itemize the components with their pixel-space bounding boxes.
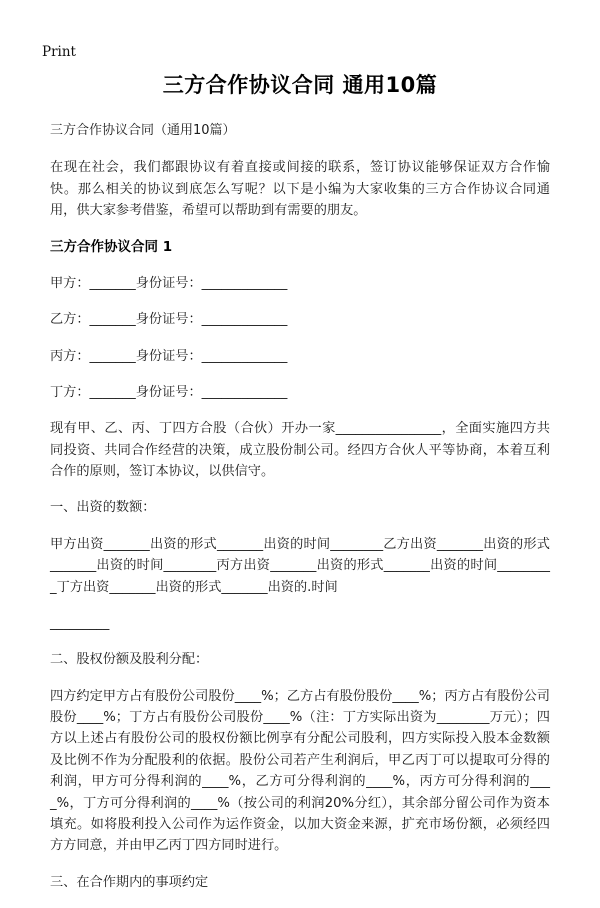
- clause-three-heading: 三、在合作期内的事项约定: [50, 874, 209, 890]
- clause-one-heading: 一、出资的数额：: [50, 500, 156, 516]
- document-content: [50, 72, 550, 908]
- page-title: 三方合作协议合同 通用10篇: [162, 73, 438, 97]
- clause-one-body: 甲方出资_______出资的形式_______出资的时间________乙方出资_______出资的形式_______出资的时间________丙方出资_______出资的形式_______出资的时间_________丁方出资_______出资的形式_______出资的.时间: [50, 536, 550, 595]
- clause-two-body: 四方约定甲方占有股份公司股份____%；乙方占有股份股份____%；丙方占有股份公司股份____%；丁方占有股份公司股份____%（注：丁方实际出资为________万元）；四方以上述占有股份公司的股权份额比例享有分配公司股利，四方实际投入股本金数额及比例不作为分配股利的依据。股份公司若产生利润后，甲乙丙丁可以提取可分得的利润，甲方可分得利润的____%，乙方可分得利润的____%，丙方可分得利润的____%，丁方可分得利润的____%（按公司的利润20%分红），其余部分留公司作为资本填充。如将股利投入公司作为运作资金，以加大资金来源，扩充市场份额，必须经四方方同意，并由甲乙丙丁四方同时进行。: [50, 688, 550, 854]
- print-link[interactable]: Print: [42, 44, 76, 60]
- preamble-paragraph: 现有甲、乙、丙、丁四方合股（合伙）开办一家________________，全面实施四方共同投资、共同合作经营的决策，成立股份制公司。经四方合伙人平等协商，本着互利合作的原则，签订本协议，以供信守。: [50, 421, 550, 480]
- party-line-yi: 乙方：_______身份证号：_____________: [50, 312, 288, 328]
- section-heading-1: 三方合作协议合同 1: [50, 238, 173, 255]
- party-line-ding: 丁方：_______身份证号：_____________: [50, 384, 288, 400]
- clause-one-trailing-blank: _________: [50, 615, 110, 631]
- clause-two-heading: 二、股权份额及股利分配：: [50, 652, 209, 668]
- party-line-jia: 甲方：_______身份证号：_____________: [50, 275, 288, 291]
- document-subtitle: 三方合作协议合同（通用10篇）: [50, 123, 236, 139]
- intro-paragraph: 在现在社会，我们都跟协议有着直接或间接的联系，签订协议能够保证双方合作愉快。那么相关的协议到底怎么写呢？以下是小编为大家收集的三方合作协议合同通用，供大家参考借鉴，希望可以帮助到有需要的朋友。: [50, 160, 550, 219]
- party-line-bing: 丙方：_______身份证号：_____________: [50, 348, 288, 364]
